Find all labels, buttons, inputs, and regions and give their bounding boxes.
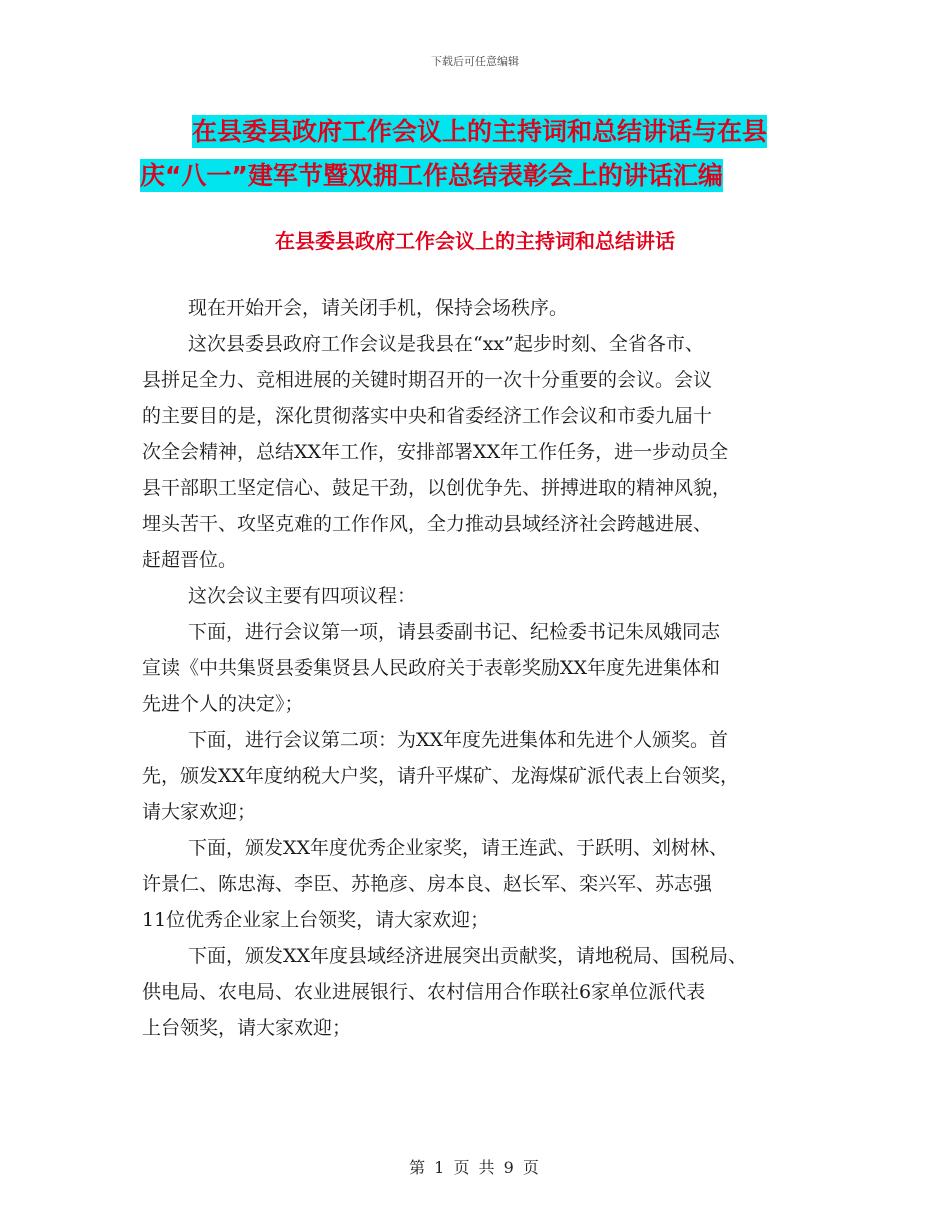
text-line: 次全会精神，总结XX年工作，安排部署XX年工作任务，进一步动员全 [142,441,729,463]
text-line: 供电局、农电局、农业进展银行、农村信用合作联社6家单位派代表 [142,981,706,1003]
text-line: 现在开始开会，请关闭手机，保持会场秩序。 [188,297,569,319]
text-line: 许景仁、陈忠海、李臣、苏艳彦、房本良、赵长军、栾兴军、苏志强 [142,873,713,895]
text-line: 县干部职工坚定信心、鼓足干劲，以创优争先、拼搏进取的精神风貌， [142,477,732,499]
text-line: 先进个人的决定》； [142,693,304,715]
text-line: 县拼足全力、竞相进展的关键时期召开的一次十分重要的会议。会议 [142,369,713,391]
body-text [142,290,822,1046]
document-title-line-1: 在县委县政府工作会议上的主持词和总结讲话与在县 [192,117,768,146]
text-line: 11位优秀企业家上台领奖，请大家欢迎； [142,909,490,931]
document-title [140,110,830,198]
text-line: 下面，颁发XX年度优秀企业家奖，请王连武、于跃明、刘树林、 [188,837,729,859]
text-line: 下面，进行会议第一项，请县委副书记、纪检委书记朱凤娥同志 [188,621,721,643]
text-line: 先，颁发XX年度纳税大户奖，请升平煤矿、龙海煤矿派代表上台领奖， [142,765,740,787]
text-line: 下面，进行会议第二项：为XX年度先进集体和先进个人颁奖。首 [188,729,729,751]
text-line: 这次县委县政府工作会议是我县在“xx”起步时刻、全省各市、 [188,333,704,355]
document-title-line-2: 庆“八一”建军节暨双拥工作总结表彰会上的讲话汇编 [140,161,723,190]
text-line: 下面，颁发XX年度县域经济进展突出贡献奖，请地税局、国税局、 [188,945,748,967]
text-line: 埋头苦干、攻坚克难的工作作风，全力推动县域经济社会跨越进展、 [142,513,713,535]
text-line: 请大家欢迎； [142,801,257,823]
text-line: 这次会议主要有四项议程： [188,585,417,607]
text-line: 的主要目的是，深化贯彻落实中央和省委经济工作会议和市委九届十 [142,405,713,427]
header-note: 下载后可任意编辑 [431,55,519,68]
text-line: 宣读《中共集贤县委集贤县人民政府关于表彰奖励XX年度先进集体和 [142,657,721,679]
text-line: 赶超晋位。 [142,549,238,571]
section-title: 在县委县政府工作会议上的主持词和总结讲话 [275,229,675,253]
text-line: 上台领奖，请大家欢迎； [142,1017,352,1039]
page-footer: 第 1 页 共 9 页 [409,1158,541,1177]
